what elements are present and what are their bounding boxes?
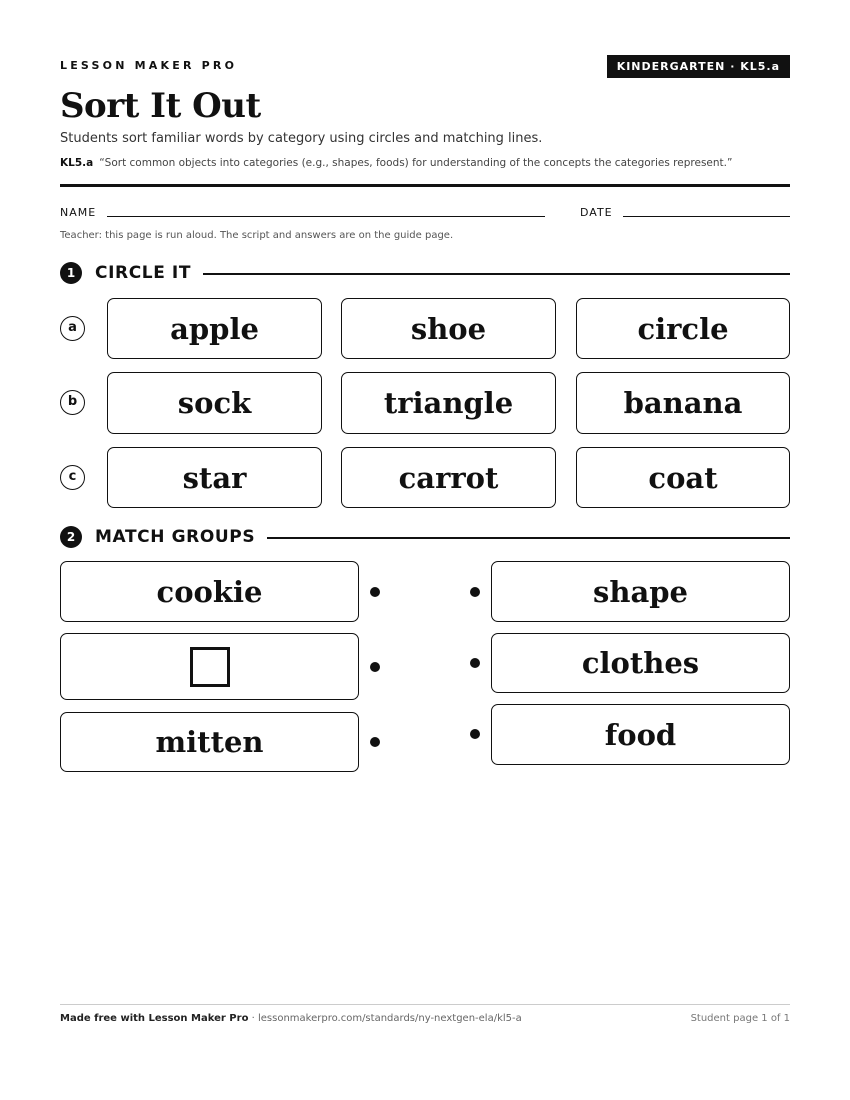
match-dot-left-1[interactable] bbox=[370, 587, 380, 597]
word-card-triangle[interactable]: triangle bbox=[341, 372, 556, 434]
match-group-clothes[interactable]: clothes bbox=[491, 633, 790, 693]
row-letter-a: a bbox=[60, 316, 85, 341]
footer-url[interactable]: · lessonmakerpro.com/standards/ny-nextgen-ela/kl5-a bbox=[248, 1013, 522, 1024]
match-dot-right-3[interactable] bbox=[470, 729, 480, 739]
name-label: NAME bbox=[60, 206, 97, 219]
word-card-shoe[interactable]: shoe bbox=[341, 298, 556, 359]
standard-text: “Sort common objects into categories (e.g., shapes, foods) for understanding of the concepts the categories represent.” bbox=[99, 157, 733, 169]
word-card-circle[interactable]: circle bbox=[576, 298, 790, 359]
name-field[interactable] bbox=[107, 216, 545, 217]
word-card-apple[interactable]: apple bbox=[107, 298, 322, 359]
match-item-square[interactable] bbox=[60, 633, 359, 700]
section-number: 1 bbox=[60, 262, 82, 284]
word-card-coat[interactable]: coat bbox=[576, 447, 790, 508]
header-divider bbox=[60, 184, 790, 187]
worksheet-page bbox=[60, 0, 790, 1100]
section-match-groups bbox=[60, 525, 790, 549]
row-letter-b: b bbox=[60, 390, 85, 415]
row-letter-c: c bbox=[60, 465, 85, 490]
word-card-star[interactable]: star bbox=[107, 447, 322, 508]
match-dot-right-1[interactable] bbox=[470, 587, 480, 597]
word-card-carrot[interactable]: carrot bbox=[341, 447, 556, 508]
brand-name: LESSON MAKER PRO bbox=[60, 59, 238, 72]
grade-standard-badge: KINDERGARTEN · KL5.a bbox=[607, 55, 790, 78]
page-subtitle: Students sort familiar words by category using circles and matching lines. bbox=[60, 131, 543, 146]
match-dot-left-2[interactable] bbox=[370, 662, 380, 672]
footer-made-with: Made free with Lesson Maker Pro bbox=[60, 1013, 249, 1024]
footer-divider bbox=[60, 1004, 790, 1005]
square-icon bbox=[190, 647, 230, 687]
match-dot-right-2[interactable] bbox=[470, 658, 480, 668]
date-field[interactable] bbox=[623, 216, 790, 217]
match-group-shape[interactable]: shape bbox=[491, 561, 790, 622]
section-title: CIRCLE IT bbox=[95, 261, 203, 285]
section-number: 2 bbox=[60, 526, 82, 548]
match-item-mitten[interactable]: mitten bbox=[60, 712, 359, 772]
footer-page-number: Student page 1 of 1 bbox=[690, 1013, 790, 1024]
standard-line bbox=[60, 157, 732, 169]
teacher-note: Teacher: this page is run aloud. The script and answers are on the guide page. bbox=[60, 230, 454, 241]
date-label: DATE bbox=[580, 206, 613, 219]
section-circle-it bbox=[60, 261, 790, 285]
word-card-banana[interactable]: banana bbox=[576, 372, 790, 434]
match-dot-left-3[interactable] bbox=[370, 737, 380, 747]
match-item-cookie[interactable]: cookie bbox=[60, 561, 359, 622]
word-card-sock[interactable]: sock bbox=[107, 372, 322, 434]
match-group-food[interactable]: food bbox=[491, 704, 790, 765]
standard-code: KL5.a bbox=[60, 157, 94, 169]
footer-credit bbox=[60, 1013, 522, 1024]
page-title: Sort It Out bbox=[60, 86, 261, 126]
section-title: MATCH GROUPS bbox=[95, 525, 267, 549]
